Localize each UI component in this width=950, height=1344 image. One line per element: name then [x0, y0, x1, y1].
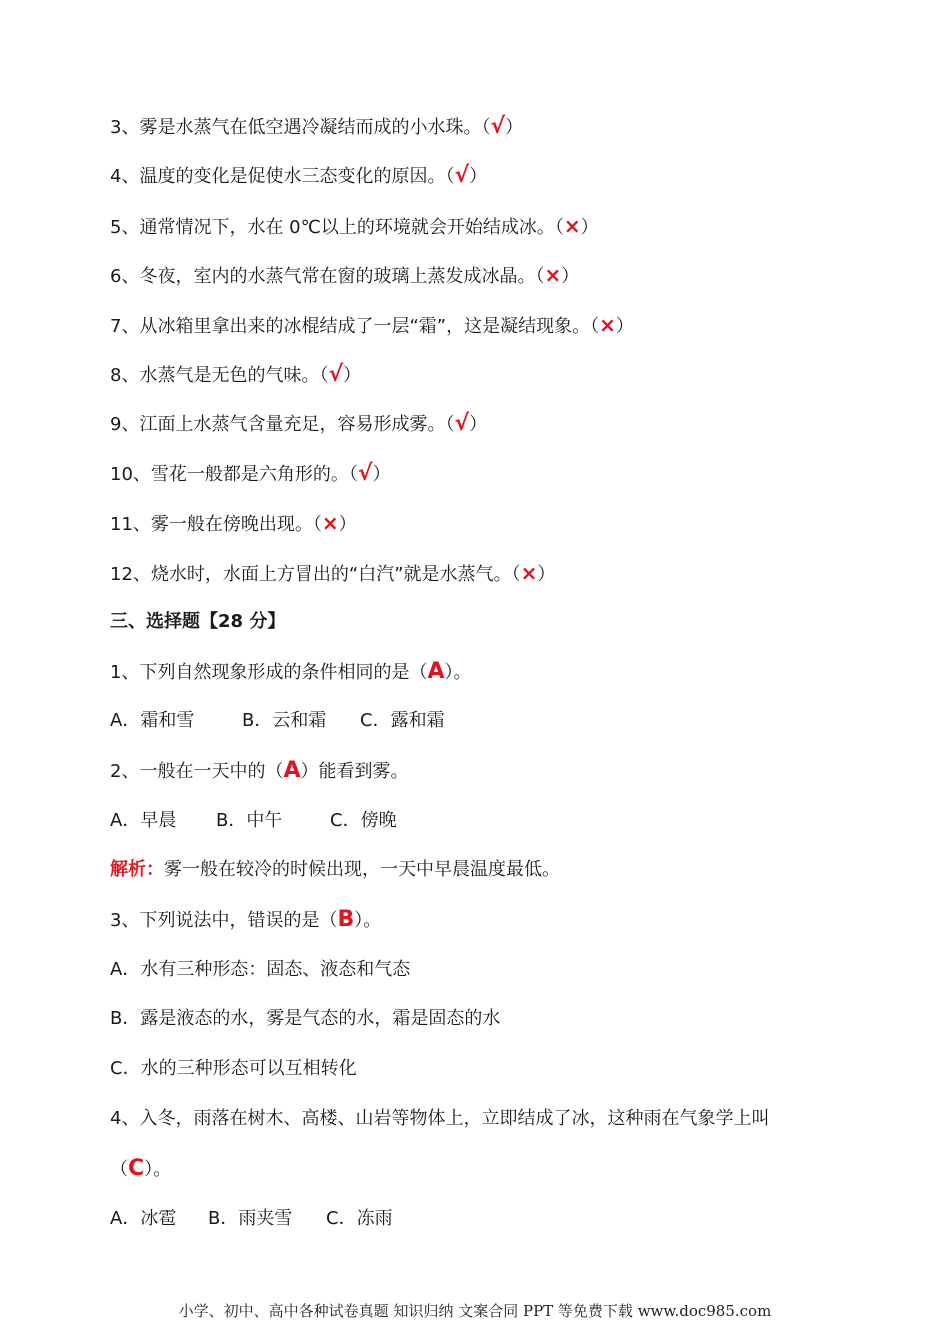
option-a: A．水有三种形态：固态、液态和气态: [110, 959, 411, 980]
analysis-text: 雾一般在较冷的时候出现，一天中早晨温度最低。: [164, 859, 560, 880]
analysis-label: 解析：: [110, 859, 164, 880]
item-text: 8、水蒸气是无色的气味。（: [110, 365, 329, 386]
item-text: 3、雾是水蒸气在低空遇冷凝结而成的小水珠。（: [110, 117, 491, 138]
question-close: ）。: [354, 910, 382, 931]
answer-mark: ×: [599, 313, 616, 337]
judgement-item-11: [110, 510, 357, 538]
question-open: （: [110, 1159, 128, 1180]
question-close: ）能看到雾。: [300, 761, 409, 782]
item-close: ）: [338, 514, 357, 535]
question-1-options: [110, 708, 445, 734]
judgement-item-12: [110, 560, 555, 588]
answer-mark: ×: [321, 511, 339, 535]
answer-mark: √: [328, 362, 344, 387]
option-a: A．早晨: [110, 810, 177, 831]
item-close: ）: [537, 564, 556, 585]
question-text: 2、一般在一天中的（: [110, 761, 284, 782]
answer-letter: C: [128, 1156, 145, 1181]
answer-letter: A: [283, 758, 301, 783]
analysis: [110, 857, 560, 883]
option-b: B．云和霜: [242, 710, 327, 731]
item-text: 10、雪花一般都是六角形的。（: [110, 464, 358, 485]
answer-mark: ×: [544, 263, 562, 287]
judgement-item-5: [110, 213, 599, 241]
item-text: 4、温度的变化是促使水三态变化的原因。（: [110, 166, 455, 187]
option-b: B．露是液态的水，雾是气态的水，霜是固态的水: [110, 1008, 501, 1029]
question-3: [110, 907, 381, 934]
question-2-options: [110, 808, 397, 834]
judgement-item-3: [110, 114, 523, 141]
item-close: ）: [343, 365, 362, 386]
item-text: 5、通常情况下，水在 0℃以上的环境就会开始结成冰。（: [110, 217, 564, 238]
item-close: ）: [469, 414, 488, 435]
question-2: [110, 758, 408, 785]
judgement-item-4: [110, 163, 487, 190]
item-text: 11、雾一般在傍晚出现。（: [110, 514, 322, 535]
question-4-line-2: [110, 1156, 171, 1183]
item-text: 12、烧水时，水面上方冒出的“白汽”就是水蒸气。（: [110, 564, 521, 585]
option-b: B．雨夹雪: [208, 1208, 293, 1229]
item-close: ）: [505, 117, 524, 138]
answer-mark: √: [357, 461, 373, 486]
item-close: ）: [615, 316, 634, 337]
item-close: ）: [372, 464, 391, 485]
answer-mark: √: [490, 114, 506, 139]
option-c: C．露和霜: [360, 710, 445, 731]
option-c: C．傍晚: [330, 810, 397, 831]
question-4-line-1: 4、入冬，雨落在树木、高楼、山岩等物体上，立即结成了冰，这种雨在气象学上叫: [110, 1108, 770, 1129]
option-c: C．水的三种形态可以互相转化: [110, 1058, 357, 1079]
option-a: A．霜和雪: [110, 710, 195, 731]
section-title: 三、选择题【28 分】: [110, 611, 286, 632]
answer-mark: ×: [563, 214, 581, 238]
answer-mark: √: [454, 163, 470, 188]
answer-letter: B: [337, 907, 355, 932]
judgement-item-6: [110, 262, 579, 290]
option-b: B．中午: [216, 810, 283, 831]
judgement-item-7: [110, 312, 634, 340]
judgement-item-10: [110, 461, 391, 488]
item-text: 9、江面上水蒸气含量充足，容易形成雾。（: [110, 414, 455, 435]
option-c: C．冻雨: [326, 1208, 393, 1229]
item-close: ）: [469, 166, 488, 187]
answer-mark: ×: [520, 561, 538, 585]
item-close: ）: [580, 217, 599, 238]
question-1: [110, 659, 471, 686]
item-text: 7、从冰箱里拿出来的冰棍结成了一层“霜”，这是凝结现象。（: [110, 316, 600, 337]
option-a: A．冰雹: [110, 1208, 177, 1229]
judgement-item-8: [110, 362, 361, 389]
question-4-options: [110, 1206, 393, 1232]
item-text: 6、冬夜，室内的水蒸气常在窗的玻璃上蒸发成冰晶。（: [110, 266, 545, 287]
question-close: ）。: [444, 662, 472, 683]
question-text: 3、下列说法中，错误的是（: [110, 910, 338, 931]
answer-letter: A: [427, 659, 445, 684]
question-close: ）。: [144, 1159, 172, 1180]
footer-text: 小学、初中、高中各种试卷真题 知识归纳 文案合同 PPT 等免费下载 www.doc985.com: [178, 1302, 772, 1320]
judgement-item-9: [110, 411, 487, 438]
question-text: 1、下列自然现象形成的条件相同的是（: [110, 662, 428, 683]
item-close: ）: [561, 266, 580, 287]
answer-mark: √: [454, 411, 470, 436]
